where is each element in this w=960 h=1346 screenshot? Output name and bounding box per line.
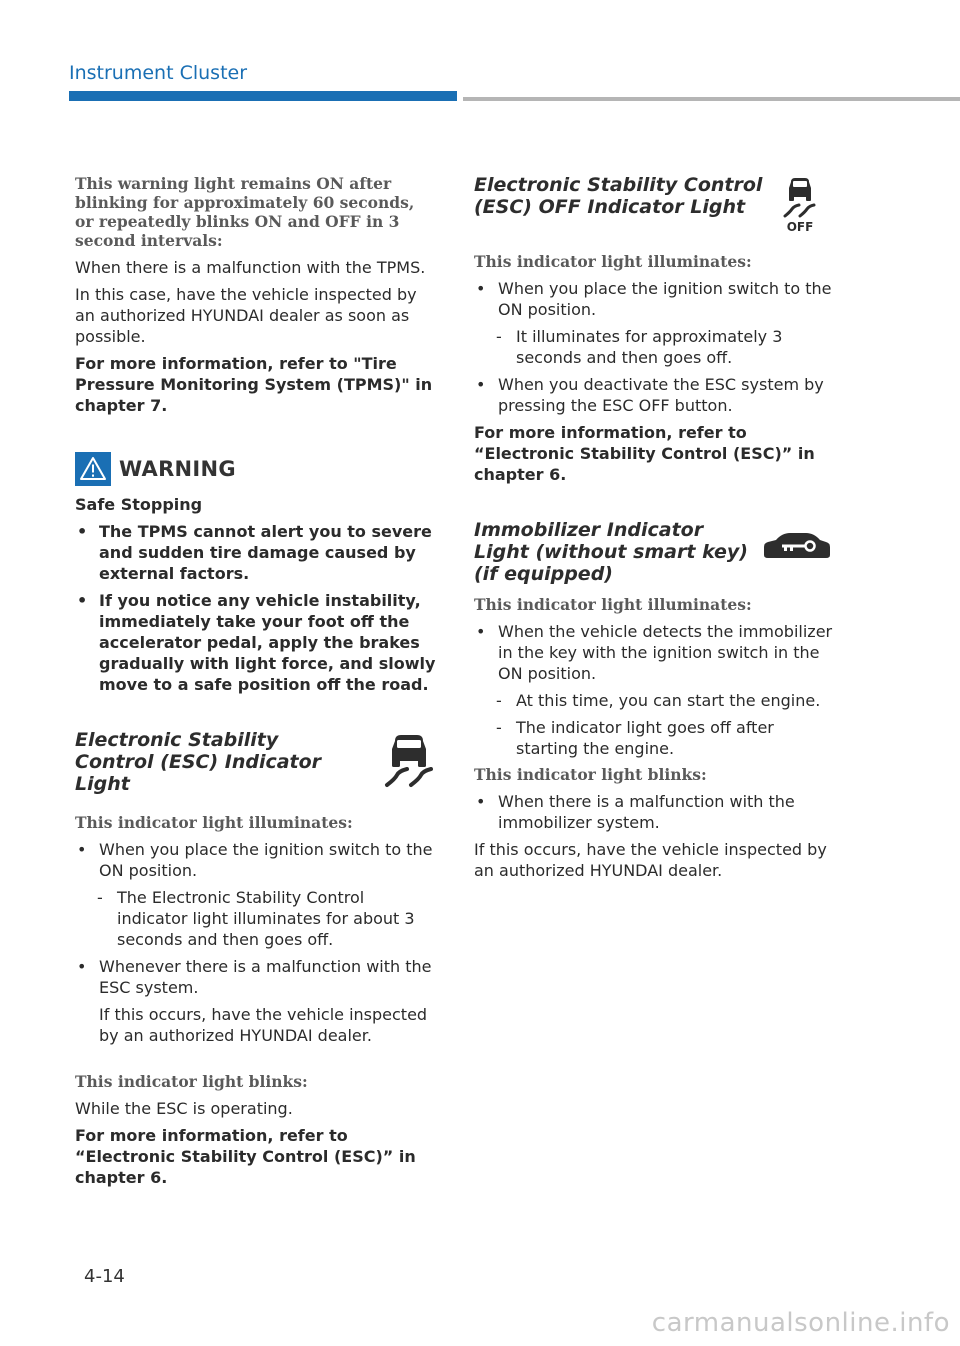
esc-off-section-title: Electronic Stability Control (ESC) OFF Indicator Light [474,174,763,218]
esc-section-header [75,729,437,795]
warning-triangle-icon [75,452,111,486]
right-column [474,174,834,887]
immobilizer-illuminates-heading: This indicator light illuminates: [474,595,752,614]
warning-bullet: • The TPMS cannot alert you to severe and sudden tire damage caused by external factors. [77,522,432,583]
immobilizer-key-car-icon [760,529,834,567]
esc-indicator-icon [381,729,437,795]
esc-bullet-note: If this occurs, have the vehicle inspected by an authorized HYUNDAI dealer. [99,1005,428,1045]
esc-off-section-header [474,174,834,238]
header-rule [463,97,960,101]
header-title: Instrument Cluster [69,62,248,84]
warning-header [75,452,437,486]
tpms-reference: For more information, refer to "Tire Pressure Monitoring System (TPMS)" in chapter 7. [75,354,433,415]
esc-sub-bullet: - The Electronic Stability Control indicator light illuminates for about 3 seconds and then goes off. [97,888,415,949]
immobilizer-paragraph: If this occurs, have the vehicle inspected by an authorized HYUNDAI dealer. [474,840,827,880]
immobilizer-blinks-heading: This indicator light blinks: [474,765,707,784]
esc-reference: For more information, refer to “Electronic Stability Control (ESC)” in chapter 6. [75,1126,416,1187]
esc-off-bullet: • When you place the ignition switch to the ON position. [476,279,832,319]
header-accent-bar [69,91,457,101]
esc-off-icon-label: OFF [786,220,814,234]
immobilizer-bullet: • When there is a malfunction with the immobilizer system. [476,792,795,832]
esc-bullet: • Whenever there is a malfunction with the ESC system. [77,957,432,997]
tpms-paragraph: In this case, have the vehicle inspected by an authorized HYUNDAI dealer as soon as possible. [75,285,417,346]
immobilizer-bullet: • When the vehicle detects the immobilizer in the key with the ignition switch in the ON position. [476,622,833,683]
immobilizer-section-header [474,519,834,585]
immobilizer-section-title: Immobilizer Indicator Light (without smart key) (if equipped) [474,519,748,585]
page-number: 4-14 [84,1266,125,1287]
esc-bullet: • When you place the ignition switch to the ON position. [77,840,433,880]
esc-paragraph: While the ESC is operating. [75,1099,293,1118]
esc-off-bullet: • When you deactivate the ESC system by pressing the ESC OFF button. [476,375,824,415]
esc-section-title: Electronic Stability Control (ESC) Indicator Light [75,729,322,795]
esc-blinks-heading: This indicator light blinks: [75,1072,308,1091]
immobilizer-sub-bullet: - The indicator light goes off after starting the engine. [496,718,774,758]
watermark: carmanualsonline.info [651,1308,950,1338]
left-column [75,174,437,1194]
tpms-paragraph: When there is a malfunction with the TPMS. [75,258,426,277]
esc-off-indicator-icon [780,174,820,238]
warning-label: WARNING [119,457,236,481]
esc-off-illuminates-heading: This indicator light illuminates: [474,252,752,271]
esc-illuminates-heading: This indicator light illuminates: [75,813,353,832]
warning-bullet: • If you notice any vehicle instability, immediately take your foot off the accelerator pedal, apply the brakes gradually with light force, and slowly move to a safe position off the road. [77,591,436,694]
esc-off-reference: For more information, refer to “Electronic Stability Control (ESC)” in chapter 6. [474,423,815,484]
tpms-condition-heading: This warning light remains ON after blinking for approximately 60 seconds, or repeatedly blinks ON and OFF in 3 second intervals: [75,174,415,250]
warning-subheading: Safe Stopping [75,495,203,514]
esc-off-sub-bullet: - It illuminates for approximately 3 seconds and then goes off. [496,327,783,367]
immobilizer-sub-bullet: - At this time, you can start the engine. [496,691,821,710]
